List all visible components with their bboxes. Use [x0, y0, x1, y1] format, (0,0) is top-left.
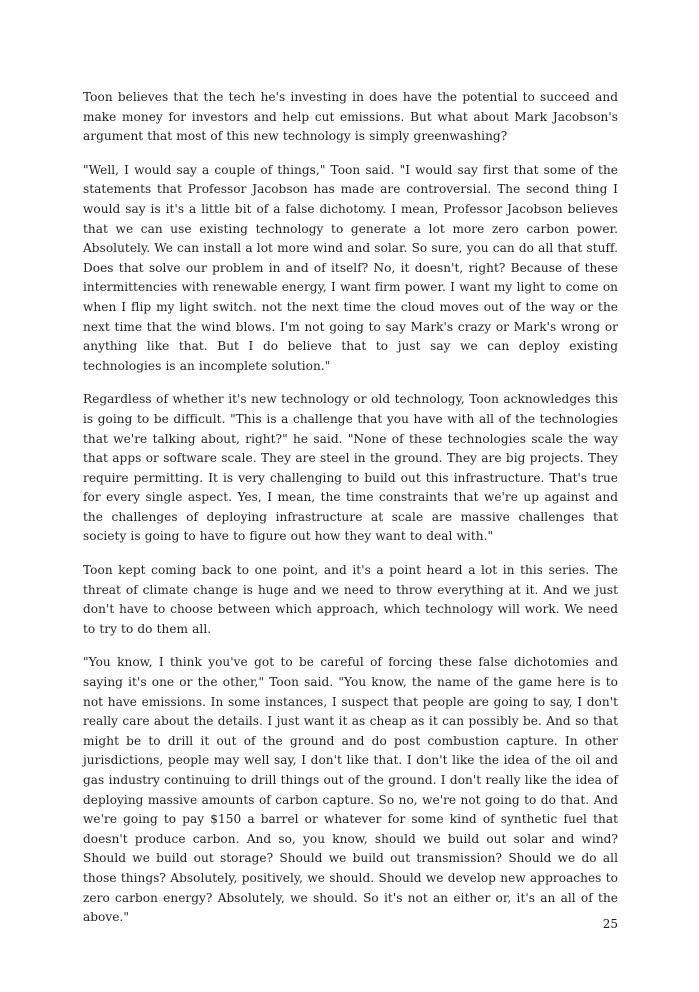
- paragraph: "Well, I would say a couple of things," Toon said. "I would say first that some of the statements that Professor Jacobson has made are controversial. The second thing I would say is it's a little bit of a false dichotomy. I mean, Professor Jacobson believes that we can use existing technology to generate a lot more zero carbon power. Absolutely. We can install a lot more wind and solar. So sure, you can do all that stuff. Does that solve our problem in and of itself? No, it doesn't, right? Because of these intermittencies with renewable energy, I want firm power. I want my light to come on when I flip my light switch. not the next time the cloud moves out of the way or the next time that the wind blows. I'm not going to say Mark's crazy or Mark's wrong or anything like that. But I do believe that to just say we can deploy existing technologies is an incomplete solution.": [83, 162, 618, 373]
- paragraph: Toon believes that the tech he's investing in does have the potential to succeed and make money for investors and help cut emissions. But what about Mark Jacobson's argument that most of this new technology is simply greenwashing?: [83, 90, 618, 144]
- body-text-column: [83, 88, 618, 928]
- page-number: 25: [602, 917, 618, 931]
- paragraph: Regardless of whether it's new technology or old technology, Toon acknowledges this is going to be difficult. "This is a challenge that you have with all of the technologies that we're talking about, right?" he said. "None of these technologies scale the way that apps or software scale. They are steel in the ground. They are big projects. They require permitting. It is very challenging to build out this infrastructure. That's true for every single aspect. Yes, I mean, the time constraints that we're up against and the challenges of deploying infrastructure at scale are massive challenges that society is going to have to figure out how they want to deal with.": [83, 392, 618, 544]
- paragraph: Toon kept coming back to one point, and it's a point heard a lot in this series. The threat of climate change is huge and we need to throw everything at it. And we just don't have to choose between which approach, which technology will work. We need to try to do them all.: [83, 563, 618, 636]
- paragraph: "You know, I think you've got to be careful of forcing these false dichotomies and saying it's one or the other," Toon said. "You know, the name of the game here is to not have emissions. In some instances, I suspect that people are going to say, I don't really care about the details. I just want it as cheap as it can possibly be. And so that might be to drill it out of the ground and do post combustion capture. In other jurisdictions, people may well say, I don't like that. I don't like the idea of the oil and gas industry continuing to drill things out of the ground. I don't really like the idea of deploying massive amounts of carbon capture. So no, we're not going to do that. And we're going to pay $150 a barrel or whatever for some kind of synthetic fuel that doesn't produce carbon. And so, you know, should we build out solar and wind? Should we build out storage? Should we build out transmission? Should we do all those things? Absolutely, positively, we should. Should we develop new approaches to zero carbon energy? Absolutely, we should. So it's not an either or, it's an all of the above.": [83, 655, 618, 925]
